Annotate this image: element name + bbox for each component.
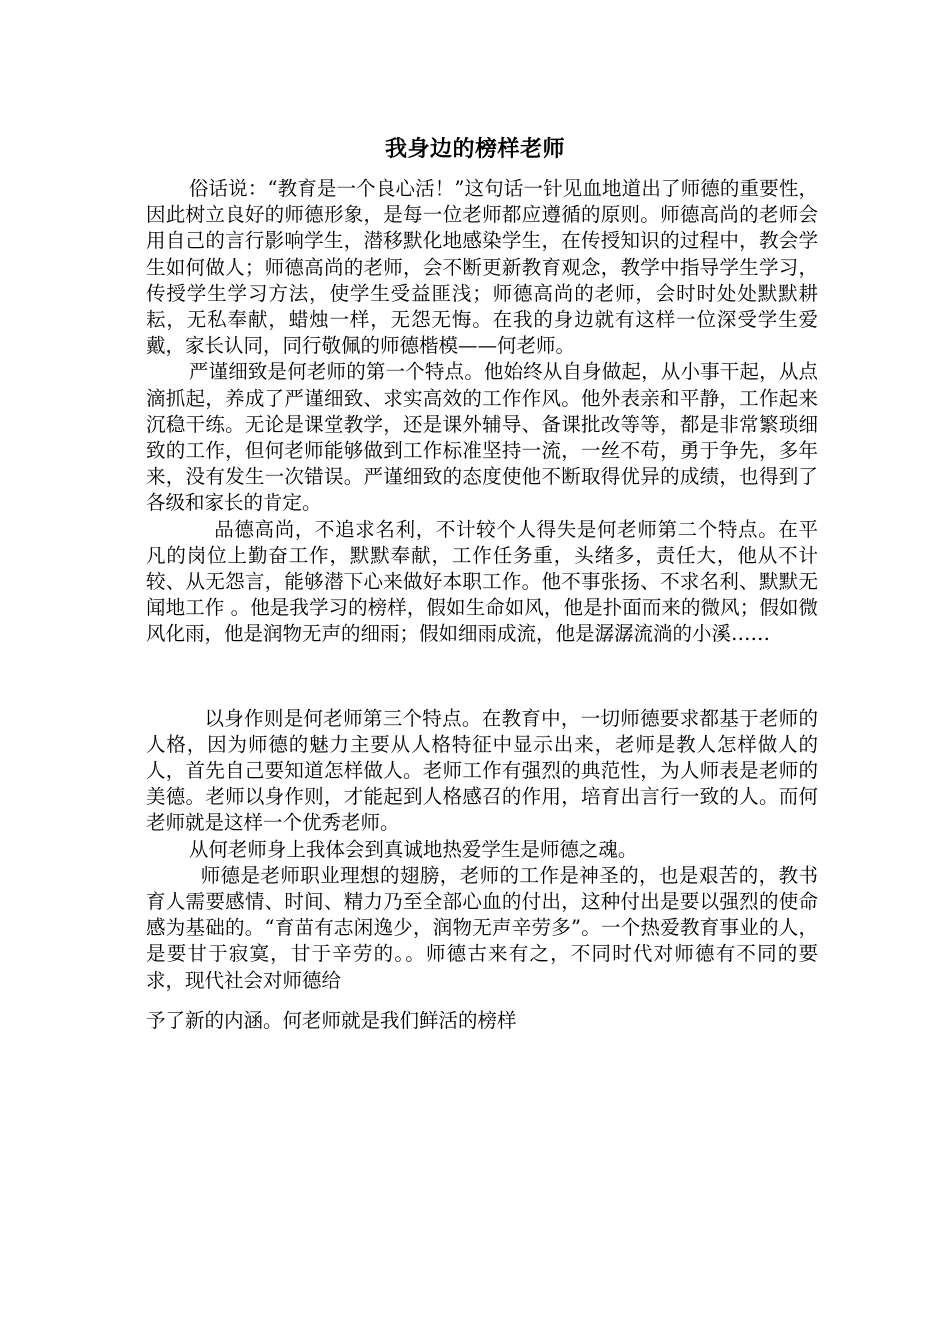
paragraph-rigorous: 严谨细致是何老师的第一个特点。他始终从自身做起，从小事干起，从点滴抓起，养成了严谨细致、求实高效的工作作风。他外表亲和平静，工作起来沉稳干练。无论是课堂教学，还是课外辅导、备课批改等等，都是非常繁琐细致的工作，但何老师能够做到工作标准坚持一流，一丝不苟，勇于争先，多年来，没有发生一次错误。严谨细致的态度使他不断取得优异的成绩，也得到了各级和家长的肯定。 [146, 360, 818, 515]
paragraph-noble-character: 品德高尚，不追求名利，不计较个人得失是何老师第二个特点。在平凡的岗位上勤奋工作，默默奉献，工作任务重，头绪多，责任大，他从不计较、从无怨言，能够潜下心来做好本职工作。他不事张扬、不求名利、默默无闻地工作 。他是我学习的榜样，假如生命如风，他是扑面而来的微风；假如微风化雨，他是润物无声的细雨；假如细雨成流，他是潺潺流淌的小溪…… [146, 517, 818, 646]
paragraph-love-students: 从何老师身上我体会到真诚地热爱学生是师德之魂。 [188, 837, 638, 861]
document-body [146, 176, 818, 1034]
document-title: 我身边的榜样老师 [384, 136, 565, 162]
paragraph-lead-by-example: 以身作则是何老师第三个特点。在教育中，一切师德要求都基于老师的人格，因为师德的魅力主要从人格特征中显示出来，老师是教人怎样做人的人，首先自己要知道怎样做人。老师工作有强烈的典范性，为人师表是老师的美德。老师以身作则，才能起到人格感召的作用，培育出言行一致的人。而何老师就是这样一个优秀老师。 [146, 706, 818, 835]
paragraph-teacher-ethics: 师德是老师职业理想的翅膀，老师的工作是神圣的，也是艰苦的，教书育人需要感情、时间、精力乃至全部心血的付出，这种付出是要以强烈的使命感为基础的。“育苗有志闲逸少，润物无声辛劳多”。一个热爱教育事业的人，是要甘于寂寞，甘于辛劳的。。师德古来有之，不同时代对师德有不同的要求，现代社会对师德给 [146, 863, 818, 992]
paragraph-intro: 俗话说：“教育是一个良心活！”这句话一针见血地道出了师德的重要性，因此树立良好的师德形象，是每一位老师都应遵循的原则。师德高尚的老师会用自己的言行影响学生，潜移默化地感染学生，在传授知识的过程中，教会学生如何做人；师德高尚的老师，会不断更新教育观念，教学中指导学生学习，传授学生学习方法，使学生受益匪浅；师德高尚的老师，会时时处处默默耕耘，无私奉献，蜡烛一样，无怨无悔。在我的身边就有这样一位深受学生爱戴，家长认同，同行敬佩的师德楷模——何老师。 [146, 177, 818, 358]
paragraph-conclusion: 予了新的内涵。何老师就是我们鲜活的榜样 [146, 1008, 517, 1032]
